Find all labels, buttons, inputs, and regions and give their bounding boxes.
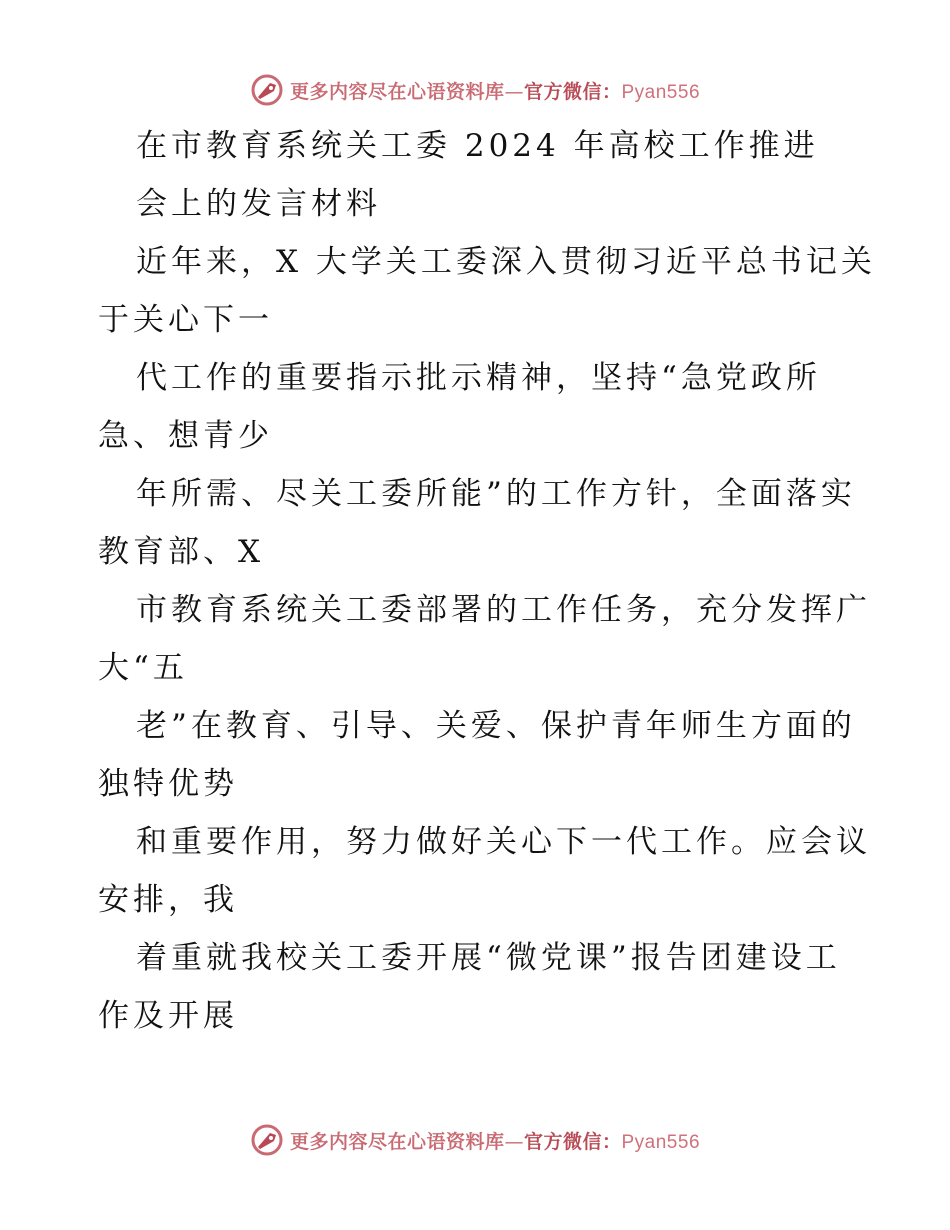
watermark-wechat-id: Pyan556 <box>621 81 701 103</box>
document-body-line: 近年来，X 大学关工委深入贯彻习近平总书记关 <box>136 244 876 280</box>
document-body-line: 着重就我校关工委开展“微党课”报告团建设工 <box>136 940 841 976</box>
document-body-line: 年所需、尽关工委所能”的工作方针，全面落实 <box>136 476 856 512</box>
document-body <box>98 233 876 1045</box>
document-body-line: 独特优势 <box>98 766 238 802</box>
watermark-wechat-id: Pyan556 <box>621 1131 701 1153</box>
watermark-main: 更多内容尽在心语资料库 <box>289 80 505 103</box>
document-body-line: 于关心下一 <box>98 302 273 338</box>
watermark-dash: — <box>504 80 524 103</box>
document-body-line: 代工作的重要指示批示精神，坚持“急党政所 <box>136 360 821 396</box>
document-body-line: 安排，我 <box>98 882 238 918</box>
document-title-line-1: 在市教育系统关工委 2024 年高校工作推进 <box>136 128 819 164</box>
document-body-line: 教育部、X <box>98 534 265 570</box>
watermark-banner-top <box>0 70 950 110</box>
watermark-wechat-label: 官方微信： <box>523 80 622 103</box>
document-body-line: 市教育系统关工委部署的工作任务，充分发挥广 <box>136 592 871 628</box>
watermark-text <box>290 1127 700 1154</box>
document-body-line: 大“五 <box>98 650 188 686</box>
watermark-main: 更多内容尽在心语资料库 <box>289 1130 505 1153</box>
document-title-line-2: 会上的发言材料 <box>136 186 381 222</box>
document-body-line: 和重要作用，努力做好关心下一代工作。应会议 <box>136 824 871 860</box>
document-body-line: 作及开展 <box>98 998 238 1034</box>
document-content <box>98 117 876 1045</box>
pen-nib-logo-icon <box>250 73 284 107</box>
watermark-dash: — <box>504 1130 524 1153</box>
document-body-line: 老”在教育、引导、关爱、保护青年师生方面的 <box>136 708 856 744</box>
watermark-banner-bottom <box>0 1120 950 1160</box>
watermark-text <box>290 77 700 104</box>
document-body-line: 急、想青少 <box>98 418 273 454</box>
pen-nib-logo-icon <box>250 1123 284 1157</box>
watermark-wechat-label: 官方微信： <box>523 1130 622 1153</box>
